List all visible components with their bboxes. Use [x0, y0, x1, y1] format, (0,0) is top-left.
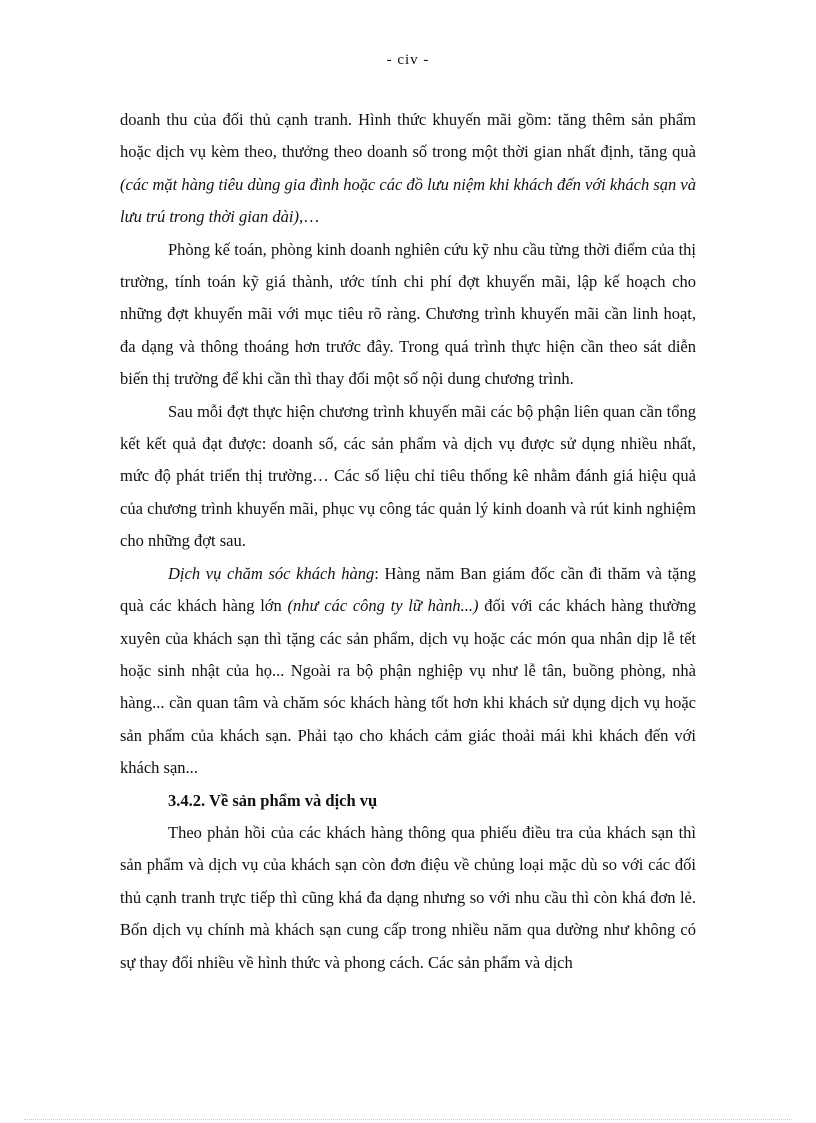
paragraph-accounting-department: Phòng kế toán, phòng kinh doanh nghiên cứu kỹ nhu cầu từng thời điểm của thị trường, tính toán kỹ giá thành, ước tính chi phí đợt khuyến mãi, lập kế hoạch cho những đợt khuyến mãi với mục tiêu rõ ràng. Chương trình khuyến mãi cần linh hoạt, đa dạng và thông thoáng hơn trước đây. Trong quá trình thực hiện cần theo sát diễn biến thị trường để khi cần thì thay đổi một số nội dung chương trình.	[120, 239, 696, 389]
paragraph-promotion-review: Sau mỗi đợt thực hiện chương trình khuyến mãi các bộ phận liên quan cần tổng kết kết quả đạt được: doanh số, các sản phẩm và dịch vụ được sử dụng nhiều nhất, mức độ phát triển thị trường… Các số liệu chỉ tiêu thống kê nhằm đánh giá hiệu quả của chương trình khuyến mãi, phục vụ công tác quản lý kinh doanh và rút kinh nghiệm cho những đợt sau.	[120, 401, 696, 551]
paragraph-text: đối với các khách hàng thường xuyên của khách sạn thì tặng các sản phẩm, dịch vụ hoặc các món qua nhân dịp lễ tết hoặc sinh nhật của họ... Ngoài ra bộ phận nghiệp vụ như lễ tân, buồng phòng, nhà hàng... cần quan tâm và chăm sóc khách hàng tốt hơn khi khách sử dụng dịch vụ hoặc sản phẩm của khách sạn. Phải tạo cho khách cảm giác thoải mái khi khách đến với khách sạn...	[120, 596, 696, 778]
paragraph-text: : Hàng năm Ban giám đốc cần đi thăm và tặng quà các khách hàng lớn	[120, 563, 696, 616]
italic-note: (các mặt hàng tiêu dùng gia đình hoặc các đồ lưu niệm khi khách đến với khách sạn và lưu trú trong thời gian dài),	[120, 174, 696, 227]
section-heading: 3.4.2. Về sản phẩm và dịch vụ	[168, 790, 378, 810]
paragraph-customer-care	[120, 558, 696, 785]
page-number: - civ -	[386, 52, 430, 68]
italic-note: (như các công ty lữ hành...)	[287, 596, 479, 616]
italic-term: Dịch vụ chăm sóc khách hàng	[168, 563, 375, 583]
paragraph-products-services: Theo phản hồi của các khách hàng thông qua phiếu điều tra của khách sạn thì sản phẩm và dịch vụ của khách sạn còn đơn điệu về chủng loại mặc dù so với các đối thủ cạnh tranh trực tiếp thì cũng khá đa dạng nhưng so với nhu cầu thì còn khá đơn lẻ. Bốn dịch vụ chính mà khách sạn cung cấp trong nhiều năm qua dường như không có sự thay đổi nhiều về hình thức và phong cách. Các sản phẩm và dịch	[120, 822, 696, 972]
document-body	[120, 104, 696, 979]
ellipsis: …	[303, 207, 320, 227]
paragraph-text: doanh thu của đối thủ cạnh tranh. Hình thức khuyến mãi gồm: tăng thêm sản phẩm hoặc dịch vụ kèm theo, thưởng theo doanh số trong một thời gian nhất định, tăng quà	[120, 110, 696, 162]
paragraph-promotion-forms	[120, 104, 696, 234]
page-bottom-divider	[24, 1119, 792, 1120]
